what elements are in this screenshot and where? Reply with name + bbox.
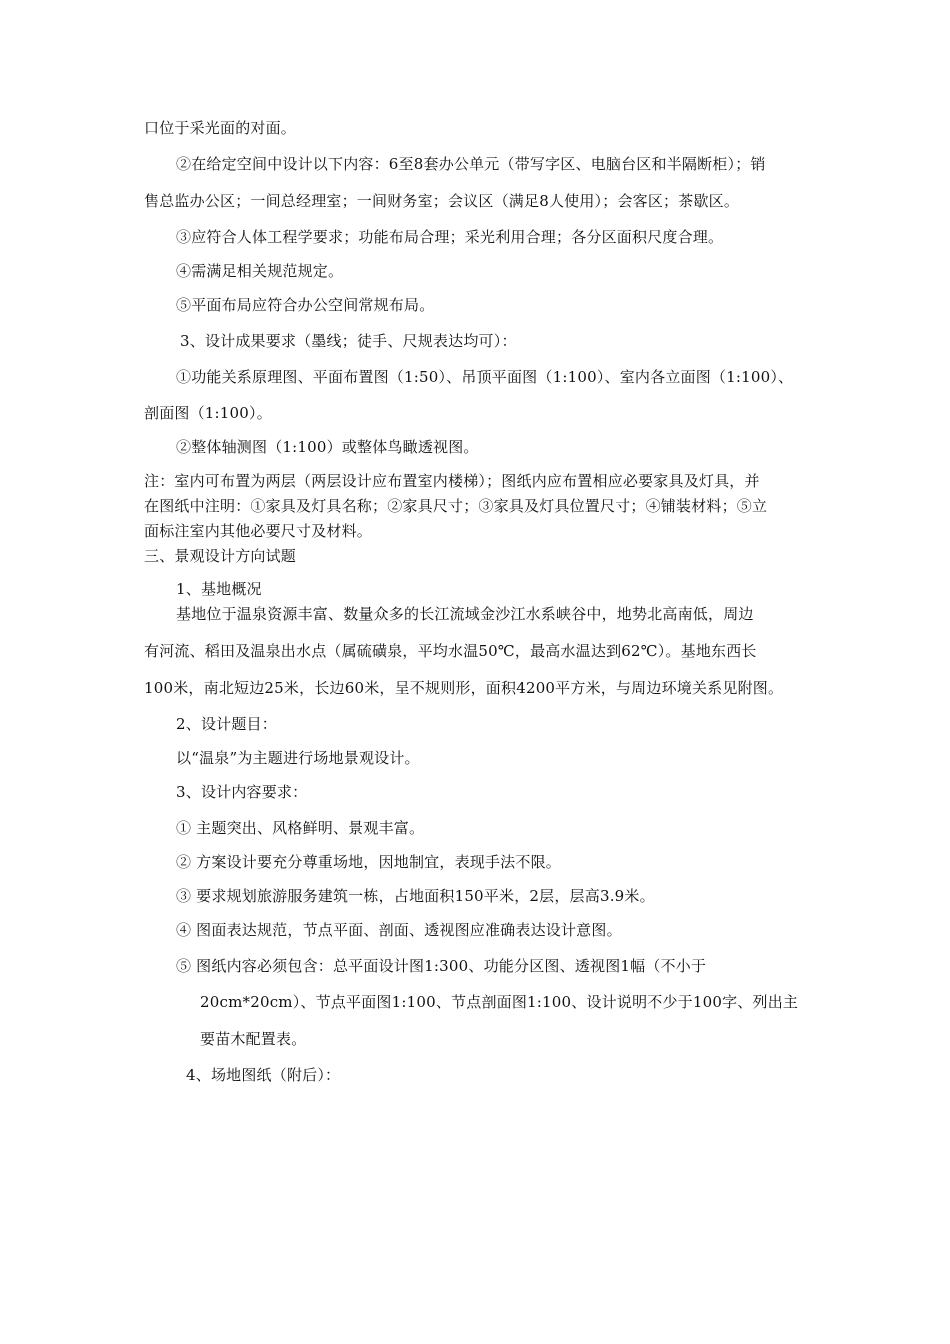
text-line: 基地位于温泉资源丰富、数量众多的长江流域金沙江水系峡谷中，地势北高南低，周边 — [176, 605, 754, 623]
text-line: 以“温泉”为主题进行场地景观设计。 — [176, 749, 420, 767]
text-line: 口位于采光面的对面。 — [144, 119, 297, 137]
section-heading: 三、景观设计方向试题 — [144, 547, 297, 565]
text-line: ③应符合人体工程学要求；功能布局合理；采光利用合理；各分区面积尺度合理。 — [176, 228, 724, 246]
text-line: ④需满足相关规范规定。 — [176, 262, 344, 280]
text-line: 3、设计成果要求（墨线；徒手、尺规表达均可）： — [180, 332, 517, 350]
subsection-heading: 4、场地图纸（附后）： — [186, 1066, 341, 1084]
note-line: 面标注室内其他必要尺寸及材料。 — [144, 522, 373, 540]
note-line: 在图纸中注明：①家具及灯具名称；②家具尺寸；③家具及灯具位置尺寸；④铺装材料；⑤立 — [144, 497, 768, 515]
text-line: ①功能关系原理图、平面布置图（1:50）、吊顶平面图（1:100）、室内各立面图（1:100）、 — [176, 368, 794, 386]
list-item-continued: 20cm*20cm）、节点平面图1:100、节点剖面图1:100、设计说明不少于100字、列出主 — [200, 993, 799, 1011]
list-item: ④ 图面表达规范，节点平面、剖面、透视图应准确表达设计意图。 — [176, 921, 622, 939]
list-item: ① 主题突出、风格鲜明、景观丰富。 — [176, 819, 425, 837]
text-line: 有河流、稻田及温泉出水点（属硫磺泉，平均水温50℃，最高水温达到62℃）。基地东西长 — [144, 642, 757, 660]
list-item: ⑤ 图纸内容必须包含：总平面设计图1:300、功能分区图、透视图1幅（不小于 — [176, 957, 707, 975]
subsection-heading: 3、设计内容要求： — [176, 783, 308, 801]
text-line: 剖面图（1:100）。 — [144, 404, 272, 422]
note-line: 注：室内可布置为两层（两层设计应布置室内楼梯）；图纸内应布置相应必要家具及灯具，并 — [144, 472, 760, 490]
list-item: ③ 要求规划旅游服务建筑一栋，占地面积150平米，2层，层高3.9米。 — [176, 887, 655, 905]
text-line: 100米，南北短边25米，长边60米，呈不规则形，面积4200平方米，与周边环境关系见附图。 — [144, 679, 784, 697]
subsection-heading: 1、基地概况 — [176, 580, 262, 598]
text-line: ②在给定空间中设计以下内容：6至8套办公单元（带写字区、电脑台区和半隔断柜）；销 — [176, 155, 766, 173]
text-line: ⑤平面布局应符合办公空间常规布局。 — [176, 296, 435, 314]
subsection-heading: 2、设计题目： — [176, 715, 277, 733]
text-line: 售总监办公区；一间总经理室；一间财务室；会议区（满足8人使用）；会客区；茶歇区。 — [144, 192, 740, 210]
text-line: ②整体轴测图（1:100）或整体鸟瞰透视图。 — [176, 438, 479, 456]
list-item-continued: 要苗木配置表。 — [200, 1030, 307, 1048]
list-item: ② 方案设计要充分尊重场地，因地制宜，表现手法不限。 — [176, 853, 561, 871]
